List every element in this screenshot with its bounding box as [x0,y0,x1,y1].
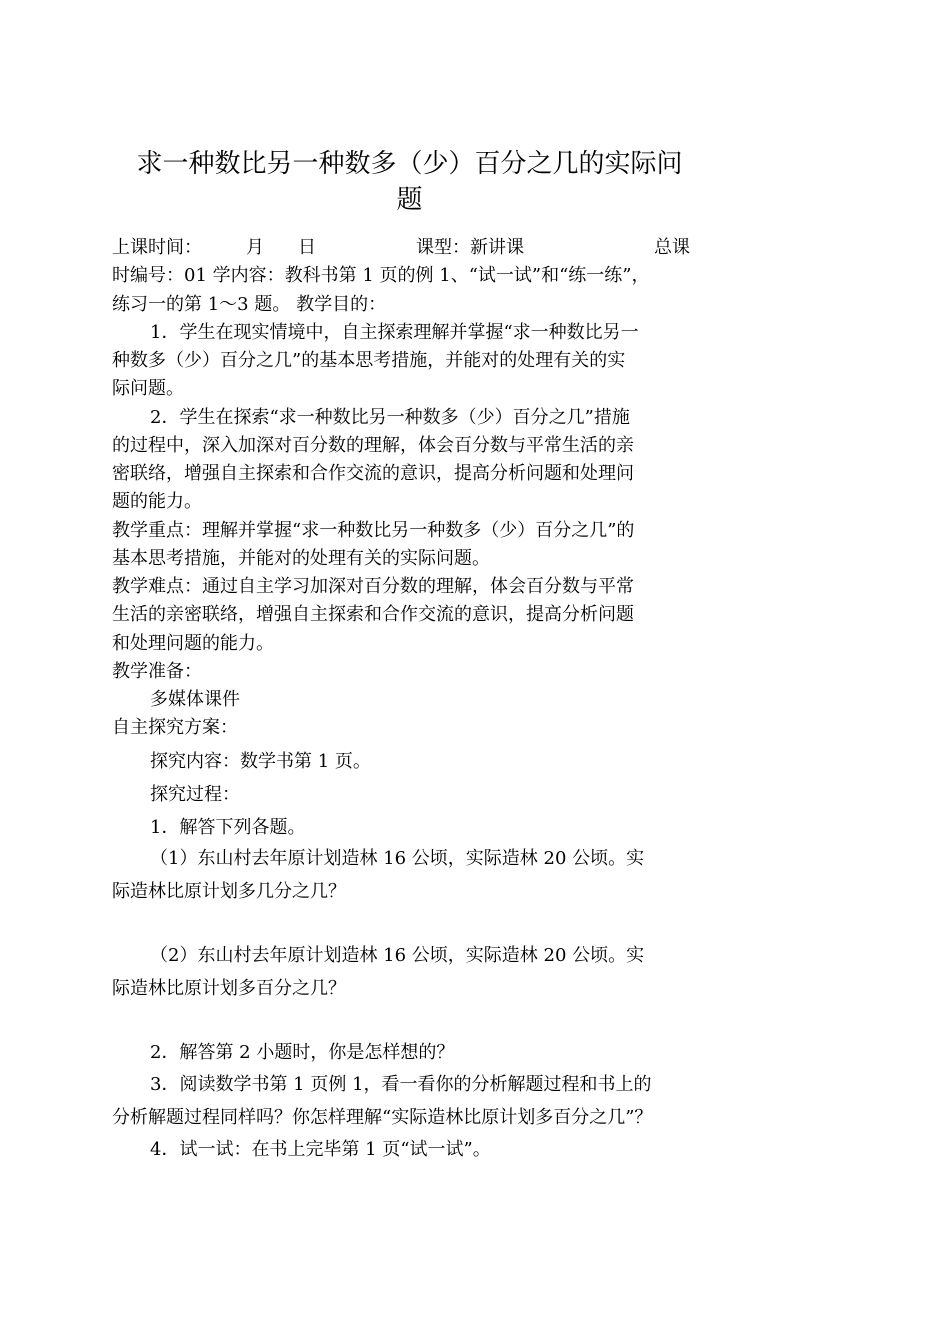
class-time-label: 上课时间： [112,237,202,258]
month-label: 月 [246,237,264,258]
question-4: 4．试一试：在书上完毕第 1 页“试一试”。 [150,1139,491,1160]
question-3-line-2: 分析解题过程同样吗？你怎样理解“实际造林比原计划多百分之几”？ [112,1107,653,1128]
objective-2-line-1: 2．学生在探索“求一种数比另一种数多（少）百分之几”措施 [150,407,630,428]
difficulty-line-3: 和处理问题的能力。 [112,633,274,654]
objective-2-line-4: 题的能力。 [112,491,202,512]
exploration-content: 探究内容：数学书第 1 页。 [150,751,371,772]
question-1-1-line-2: 际造林比原计划多几分之几？ [112,881,346,902]
preparation-heading: 教学准备： [112,661,202,682]
key-point-line-1: 教学重点：理解并掌握“求一种数比另一种数多（少）百分之几”的 [112,520,635,541]
objective-2-line-2: 的过程中，深入加深对百分数的理解，体会百分数与平常生活的亲 [112,435,634,456]
question-2: 2．解答第 2 小题时，你是怎样想的？ [150,1042,455,1063]
document-title-line-1: 求一种数比另一种数多（少）百分之几的实际问 [136,149,683,179]
difficulty-line-1: 教学难点：通过自主学习加深对百分数的理解，体会百分数与平常 [112,576,634,597]
objective-1-line-3: 际问题。 [112,378,184,399]
exercise-range-objectives: 练习一的第 1～3 题。 教学目的： [112,294,387,315]
objective-1-line-2: 种数多（少）百分之几”的基本思考措施，并能对的处理有关的实 [112,350,626,371]
document-title-line-2: 题 [396,185,423,215]
question-1-2-line-1: （2）东山村去年原计划造林 16 公顷，实际造林 20 公顷。实 [150,945,645,966]
lesson-type: 课型：新讲课 [416,237,524,258]
question-1-heading: 1．解答下列各题。 [150,817,306,838]
preparation-item: 多媒体课件 [150,689,240,710]
key-point-line-2: 基本思考措施，并能对的处理有关的实际问题。 [112,548,490,569]
lesson-number-content: 时编号：01 学内容：教科书第 1 页的例 1、“试一试”和“练一练”， [112,265,650,286]
objective-2-line-3: 密联络，增强自主探索和合作交流的意识，提高分析问题和处理问 [112,463,634,484]
total-lesson-label: 总课 [654,237,690,258]
question-3-line-1: 3．阅读数学书第 1 页例 1，看一看你的分析解题过程和书上的 [150,1074,652,1095]
exploration-plan-heading: 自主探究方案： [112,717,238,738]
question-1-2-line-2: 际造林比原计划多百分之几？ [112,978,346,999]
question-1-1-line-1: （1）东山村去年原计划造林 16 公顷，实际造林 20 公顷。实 [150,848,645,869]
day-label: 日 [298,237,316,258]
exploration-process-heading: 探究过程： [150,784,240,805]
objective-1-line-1: 1．学生在现实情境中，自主探索理解并掌握“求一种数比另一 [150,322,639,343]
difficulty-line-2: 生活的亲密联络，增强自主探索和合作交流的意识，提高分析问题 [112,604,634,625]
